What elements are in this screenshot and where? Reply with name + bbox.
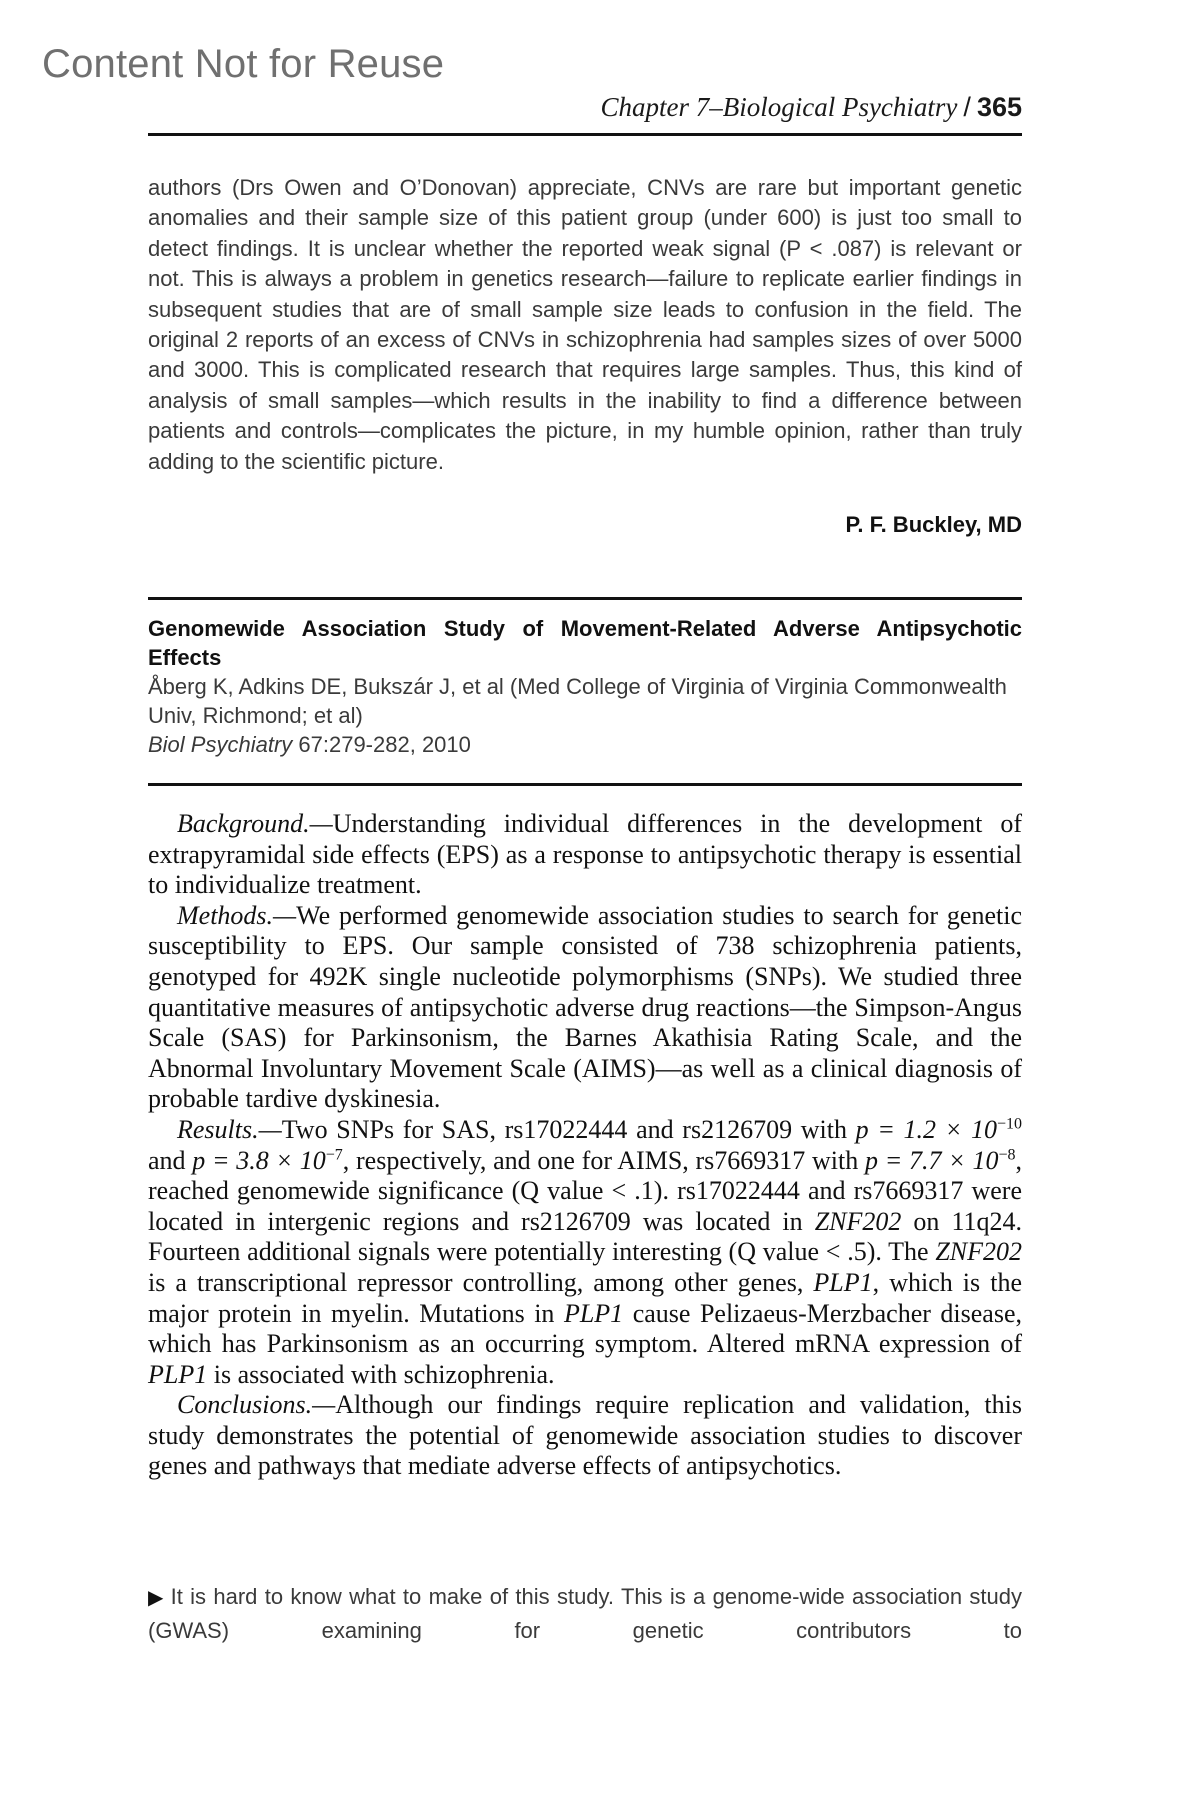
- running-head-separator: /: [963, 92, 971, 122]
- background-text: Understanding individual differences in the development of extrapyramidal side effects (EPS) as a response to antipsychotic therapy is essential to individualize treatment.: [148, 809, 1022, 900]
- triangle-right-icon: ▶: [148, 1587, 165, 1609]
- results-label: Results.—: [177, 1114, 282, 1144]
- article-authors: Åberg K, Adkins DE, Bukszár J, et al (Med College of Virginia of Virginia Commonwealth Univ, Richmond; et al): [148, 674, 1007, 728]
- conclusions-text: Although our findings require replication and validation, this study demonstrates the potential of genomewide association studies to discover genes and pathways that mediate adverse effects of antipsychotics.: [148, 1390, 1022, 1481]
- results-text: , reached genomewide significance (Q value < .1). rs17022444 and rs7669317 were located in intergenic regions and rs2126709 was located in: [148, 1145, 1022, 1236]
- article-header: [148, 614, 1022, 759]
- p-value-2-exponent: −7: [325, 1145, 343, 1163]
- page-number: 365: [976, 92, 1022, 122]
- gene-name: PLP1: [563, 1298, 624, 1328]
- abstract-methods: [148, 901, 1022, 1115]
- p-value-1: p = 1.2 × 10: [855, 1114, 997, 1144]
- methods-label: Methods.—: [177, 900, 297, 930]
- results-text: and: [148, 1145, 193, 1175]
- previous-commentary: [148, 173, 1022, 477]
- chapter-title: Chapter 7–Biological Psychiatry: [600, 92, 958, 122]
- gene-name: ZNF202: [814, 1206, 902, 1236]
- background-label: Background.—: [177, 809, 333, 838]
- article-top-rule: [148, 597, 1022, 600]
- volume-pages-year: 67:279-282, 2010: [292, 732, 471, 757]
- results-text: is associated with schizophrenia.: [207, 1359, 555, 1389]
- p-value-1-exponent: −10: [996, 1115, 1022, 1133]
- watermark: Content Not for Reuse: [42, 42, 445, 86]
- commentary-signature: P. F. Buckley, MD: [845, 512, 1022, 537]
- gene-name: PLP1: [813, 1267, 873, 1297]
- results-text: cause Pelizaeus-Merzbacher disease, which has Parkinsonism as an occurring symptom. Altered mRNA expression of: [148, 1298, 1023, 1359]
- methods-text: We performed genomewide association studies to search for genetic susceptibility to EPS. Our sample consisted of 738 schizophrenia patients, genotyped for 492K single nucleotide polymorphisms (SNPs). We studied three quantitative measures of antipsychotic adverse drug reactions—the Simpson-Angus Scale (SAS) for Parkinsonism, the Barnes Akathisia Rating Scale, and the Abnormal Involuntary Movement Scale (AIMS)—as well as a clinical diagnosis of probable tardive dyskinesia.: [148, 900, 1022, 1114]
- conclusions-label: Conclusions.—: [177, 1390, 336, 1420]
- journal-name: Biol Psychiatry: [148, 732, 293, 757]
- header-rule: [148, 133, 1022, 136]
- previous-commentary-text: authors (Drs Owen and O’Donovan) appreciate, CNVs are rare but important genetic anomalies and their sample size of this patient group (under 600) is just too small to detect findings. It is unclear whether the reported weak signal (P < .087) is relevant or not. This is always a problem in genetics research—failure to replicate earlier findings in subsequent studies that are of small sample size leads to confusion in the field. The original 2 reports of an excess of CNVs in schizophrenia had samples sizes of over 5000 and 3000. This is complicated research that requires large samples. Thus, this kind of analysis of small samples—which results in the inability to find a difference between patients and controls—complicates the picture, in my humble opinion, rather than truly adding to the scientific picture.: [148, 175, 1022, 474]
- results-text: is a transcriptional repressor controlling, among other genes,: [148, 1267, 814, 1297]
- abstract-results: [148, 1115, 1022, 1390]
- results-text: , respectively, and one for AIMS, rs7669317 with: [342, 1145, 865, 1175]
- abstract-conclusions: [148, 1390, 1022, 1482]
- results-text: , which is the major protein in myelin. Mutations in: [148, 1267, 1022, 1328]
- commentary-text: It is hard to know what to make of this study. This is a genome-wide association study (GWAS) examining for genetic contributors to: [148, 1584, 1022, 1643]
- abstract-background: [148, 809, 1022, 901]
- gene-name: PLP1: [148, 1359, 208, 1389]
- p-value-3-exponent: −8: [998, 1145, 1016, 1163]
- p-value-3: p = 7.7 × 10: [864, 1145, 999, 1175]
- p-value-2: p = 3.8 × 10: [192, 1145, 326, 1175]
- results-text: on 11q24. Fourteen additional signals were potentially interesting (Q value < .5). The: [148, 1206, 1022, 1267]
- article-title: Genomewide Association Study of Movement-Related Adverse Antipsychotic Effects: [148, 616, 1022, 670]
- running-head: [148, 92, 1022, 123]
- results-text: Two SNPs for SAS, rs17022444 and rs2126709 with: [281, 1114, 856, 1144]
- article-citation: [148, 730, 1022, 759]
- article-bottom-rule: [148, 783, 1022, 786]
- abstract: [148, 809, 1022, 1482]
- gene-name: ZNF202: [935, 1237, 1022, 1267]
- commentary: [148, 1581, 1022, 1646]
- commentary-text-block: [148, 1581, 1022, 1646]
